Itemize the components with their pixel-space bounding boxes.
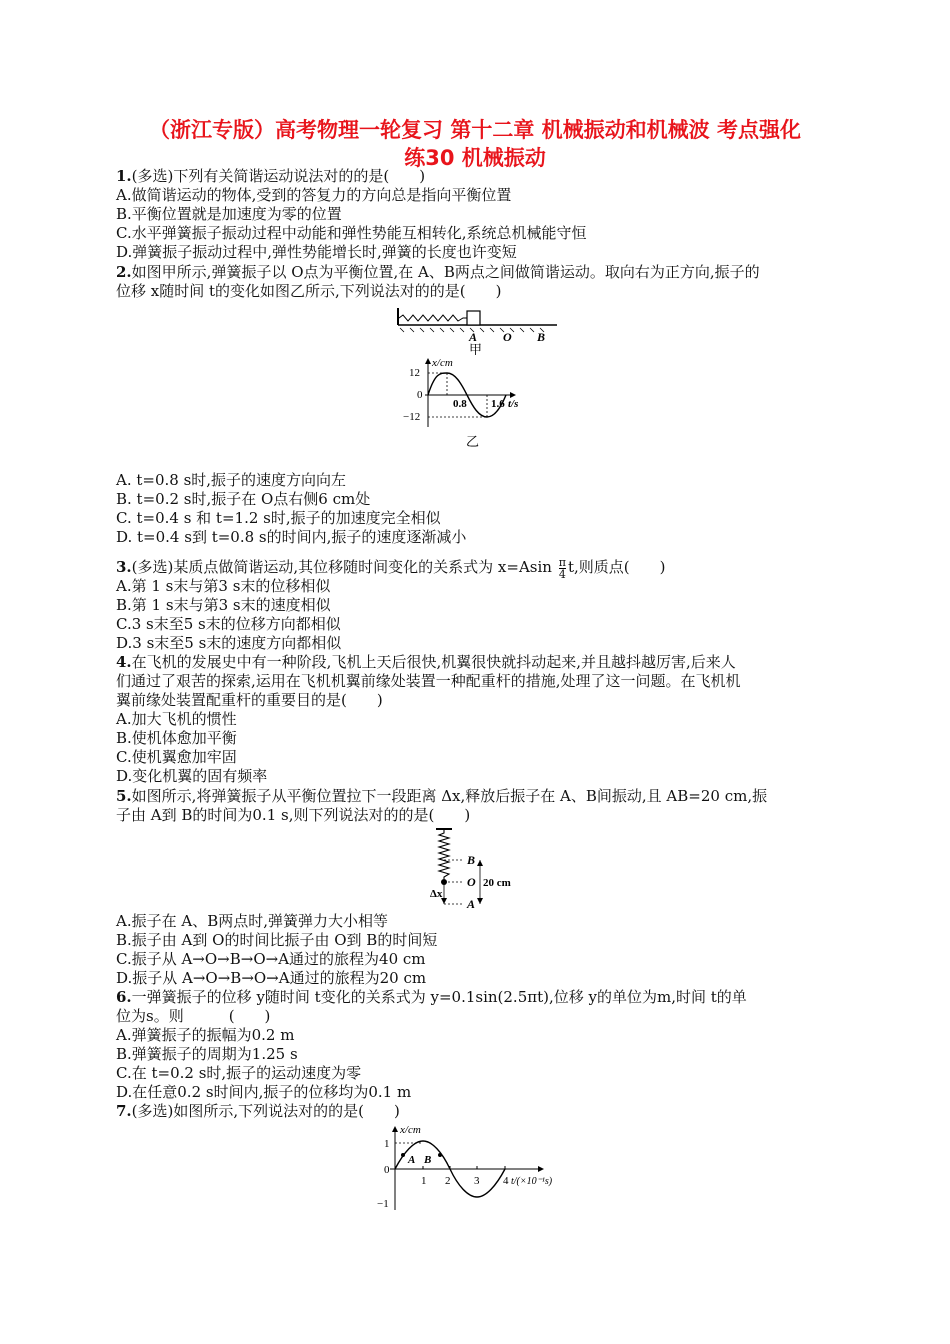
q5-option-a: A.振子在 A、B两点时,弹簧弹力大小相等 (116, 912, 388, 930)
q6-number: 6. (116, 988, 132, 1006)
doc-title-line2: 练30 机械振动 (404, 146, 546, 170)
q5-label-length: 20 cm (483, 877, 511, 889)
q7-tick-x2: 2 (445, 1175, 451, 1187)
q2-option-c: C. t=0.4 s 和 t=1.2 s时,振子的加速度完全相似 (116, 509, 441, 527)
label-B: B (537, 330, 546, 344)
q7-label-B: B (424, 1154, 432, 1166)
q4-stem-line1 (116, 653, 736, 672)
q2-option-d: D. t=0.4 s到 t=0.8 s的时间内,振子的速度逐渐减小 (116, 528, 467, 546)
q7-tick-1: 1 (384, 1138, 390, 1150)
tick-12: 12 (409, 367, 420, 379)
tick-neg12: −12 (403, 411, 421, 423)
q3-number: 3. (116, 558, 132, 576)
q2-option-a: A. t=0.8 s时,振子的速度方向向左 (116, 471, 347, 489)
q4-option-b: B.使机体愈加平衡 (116, 729, 237, 747)
q5-stem1-text: 如图所示,将弹簧振子从平衡位置拉下一段距离 Δx,释放后振子在 A、B间振动,且 AB=20 cm,振 (131, 787, 768, 805)
axis-t-label: t/s (508, 398, 519, 410)
q7-tick-x1: 1 (421, 1175, 427, 1187)
q7-label-A: A (408, 1154, 416, 1166)
doc-title-line1: （浙江专版）高考物理一轮复习 第十二章 机械振动和机械波 考点强化 (149, 118, 801, 142)
axis-x-label: x/cm (432, 357, 453, 369)
caption-yi: 乙 (466, 434, 480, 449)
caption-jia: 甲 (469, 342, 483, 355)
q3-stem-text: (多选)某质点做简谐运动,其位移随时间变化的关系式为 x=Asin (131, 558, 557, 576)
q1-stem-text: (多选)下列有关简谐运动说法对的的是( ) (131, 167, 426, 185)
q6-stem1-text: 一弹簧振子的位移 y随时间 t变化的关系式为 y=0.1sin(2.5πt),位移 y的单位为m,时间 t的单 (131, 988, 747, 1006)
q5-label-A: A (467, 897, 476, 911)
label-A: A (469, 330, 478, 344)
q3-option-a: A.第 1 s末与第3 s末的位移相似 (116, 577, 331, 595)
q1-option-a: A.做简谐运动的物体,受到的答复力的方向总是指向平衡位置 (116, 186, 512, 204)
q3-fraction-bottom: 4 (558, 568, 566, 581)
point-B (438, 1153, 442, 1157)
q4-option-a: A.加大飞机的惯性 (116, 710, 237, 728)
q1-option-b: B.平衡位置就是加速度为零的位置 (116, 205, 342, 223)
q4-stem-line2: 们通过了艰苦的探索,运用在飞机机翼前缘处装置一种配重杆的措施,处理了这一问题。在飞机机 (116, 672, 741, 690)
q4-stem-line3: 翼前缘处装置配重杆的重要目的是( ) (116, 691, 383, 709)
q3-stem-end: t,则质点( ) (567, 558, 666, 576)
q1-number: 1. (116, 167, 132, 185)
q6-option-a: A.弹簧振子的振幅为0.2 m (116, 1026, 295, 1044)
tick-0: 0 (417, 389, 423, 401)
q2-stem1-text: 如图甲所示,弹簧振子以 O点为平衡位置,在 A、B两点之间做简谐运动。取向右为正方向,振子的 (131, 263, 760, 281)
oscillator-block (467, 311, 480, 325)
q7-tick-0: 0 (384, 1164, 390, 1176)
q2-stem-line1 (116, 263, 760, 282)
q4-number: 4. (116, 653, 132, 671)
q7-axis-y-label: x/cm (400, 1124, 421, 1136)
q5-stem-line1 (116, 787, 767, 806)
q6-option-c: C.在 t=0.2 s时,振子的运动速度为零 (116, 1064, 362, 1082)
q5-option-d: D.振子从 A→O→B→O→A通过的旅程为20 cm (116, 969, 427, 987)
q3-option-b: B.第 1 s末与第3 s末的速度相似 (116, 596, 331, 614)
vertical-spring (439, 829, 449, 879)
q2-figure-jia (395, 305, 565, 355)
point-A (401, 1153, 405, 1157)
q6-option-d: D.在任意0.2 s时间内,振子的位移均为0.1 m (116, 1083, 412, 1101)
q7-stem (116, 1102, 400, 1121)
q5-option-b: B.振子由 A到 O的时间比振子由 O到 B的时间短 (116, 931, 438, 949)
q5-figure (430, 827, 520, 911)
q4-stem1-text: 在飞机的发展史中有一种阶段,飞机上天后很快,机翼很快就抖动起来,并且越抖越厉害,后来人 (131, 653, 736, 671)
q2-number: 2. (116, 263, 132, 281)
q7-tick-x4: 4 (503, 1175, 509, 1187)
q7-number: 7. (116, 1102, 132, 1120)
tick-0-8: 0.8 (453, 398, 467, 410)
q4-option-c: C.使机翼愈加牢固 (116, 748, 237, 766)
q7-tick-x3: 3 (474, 1175, 480, 1187)
q2-option-b: B. t=0.2 s时,振子在 O点右侧6 cm处 (116, 490, 371, 508)
q5-option-c: C.振子从 A→O→B→O→A通过的旅程为40 cm (116, 950, 426, 968)
q6-stem-line2: 位为s。则 ( ) (116, 1007, 271, 1025)
q7-stem-text: (多选)如图所示,下列说法对的的是( ) (131, 1102, 400, 1120)
q5-stem-line2: 子由 A到 B的时间为0.1 s,则下列说法对的的是( ) (116, 806, 471, 824)
q3-fraction (559, 557, 566, 580)
q1-option-d: D.弹簧振子振动过程中,弹性势能增长时,弹簧的长度也许变短 (116, 243, 517, 261)
q1-option-c: C.水平弹簧振子振动过程中动能和弹性势能互相转化,系统总机械能守恒 (116, 224, 587, 242)
q7-axis-x-label: t/(×10⁻¹s) (511, 1176, 553, 1187)
q5-label-dx: Δx (430, 888, 443, 900)
q2-stem-line2: 位移 x随时间 t的变化如图乙所示,下列说法对的的是( ) (116, 282, 502, 300)
spring (399, 315, 467, 321)
q1-stem (116, 167, 425, 186)
q4-option-d: D.变化机翼的固有频率 (116, 767, 268, 785)
q7-tick-neg1: −1 (377, 1198, 389, 1210)
q2-figure-yi (395, 355, 525, 455)
q7-figure (368, 1122, 578, 1214)
q6-stem-line1 (116, 988, 747, 1007)
q3-option-c: C.3 s末至5 s末的位移方向都相似 (116, 615, 341, 633)
q5-label-B: B (467, 853, 476, 867)
tick-1-6: 1.6 (491, 398, 505, 410)
q6-option-b: B.弹簧振子的周期为1.25 s (116, 1045, 298, 1063)
q3-option-d: D.3 s末至5 s末的速度方向都相似 (116, 634, 342, 652)
q3-fraction-top: π (558, 556, 566, 569)
q5-number: 5. (116, 787, 132, 805)
q5-label-O: O (467, 875, 476, 889)
label-O: O (503, 330, 512, 344)
